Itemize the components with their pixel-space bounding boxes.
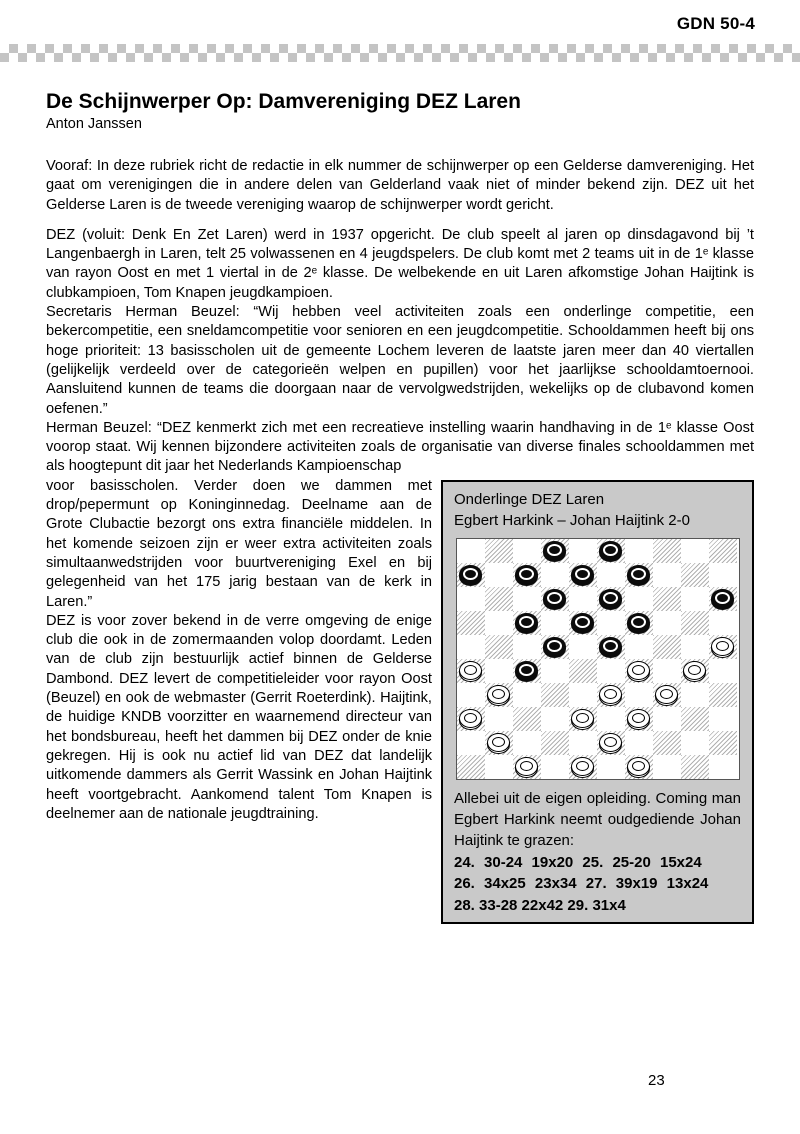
black-piece [599, 589, 622, 608]
board-cell-dark [681, 707, 709, 731]
board-cell-light [597, 659, 625, 683]
board-cell-dark [681, 563, 709, 587]
board-cell-dark [681, 611, 709, 635]
body-paragraph: DEZ (voluit: Denk En Zet Laren) werd in 1937 opgericht. De club speelt al jaren op dinsdagavond bij ’t Langenbaergh in Laren, telt 25 volwassenen en 4 jeugdspelers. De club komt met 2 teams uit in de 1ᵉ klasse van rayon Oost en met 1 viertal in de 2ᵉ klasse. De welbekende en uit Laren afkomstige Johan Haijtink is clubkampioen, Tom Knapen jeugdkampioen. [46, 226, 754, 301]
white-piece [571, 709, 594, 728]
game-moves [454, 852, 741, 917]
board-cell-light [625, 731, 653, 755]
board-cell-light [709, 659, 737, 683]
intro-paragraph: Vooraf: In deze rubriek richt de redactie in elk nummer de schijnwerper op een Gelderse damvereniging. Het gaat om verenigingen die in andere delen van Gelderland vaak niet of minder bekend zijn. DEZ uit het Gelderse Laren is de tweede vereniging waarop de schijnwerper wordt gericht. [46, 158, 754, 213]
competition-name: Onderlinge DEZ Laren [454, 490, 605, 508]
black-piece [515, 565, 538, 584]
board-cell-light [513, 635, 541, 659]
white-piece [515, 757, 538, 776]
board-cell-dark [709, 683, 737, 707]
white-piece [487, 733, 510, 752]
game-diagram-box [441, 480, 754, 925]
board-cell-light [513, 587, 541, 611]
board-cell-dark [653, 539, 681, 563]
board-cell-dark [513, 755, 541, 779]
board-cell-light [541, 755, 569, 779]
board-cell-dark [653, 683, 681, 707]
checkered-band [0, 44, 800, 62]
board-cell-dark [541, 635, 569, 659]
black-piece [515, 613, 538, 632]
board-cell-light [457, 683, 485, 707]
board-cell-dark [457, 659, 485, 683]
body-paragraph: Secretaris Herman Beuzel: “Wij hebben veel activiteiten zoals een onderlinge competitie, een bekercompetitie, een sneldamcompetitie voor senioren en een jeugdcompetitie. Schooldammen heeft bij ons hoge prioriteit: 13 basisscholen uit de gemeente Lochem leveren de laatste jaren meer dan 40 viertallen (gelijkelijk verdeeld over de categorieën welpen en pupillen) voor het jaarlijkse schooldamtoernooi. Aansluitend kunnen de teams die doorgaan naar de vervolgwedstrijden, wekelijks op de clubavond komen oefenen.” [46, 304, 754, 417]
board-cell-dark [457, 755, 485, 779]
draughts-board [456, 538, 740, 780]
board-cell-light [709, 611, 737, 635]
board-cell-dark [569, 707, 597, 731]
board-cell-light [569, 539, 597, 563]
board-cell-light [485, 611, 513, 635]
board-cell-dark [485, 683, 513, 707]
board-cell-light [569, 635, 597, 659]
board-cell-light [681, 731, 709, 755]
board-cell-dark [597, 587, 625, 611]
board-cell-light [653, 611, 681, 635]
board-cell-dark [485, 731, 513, 755]
black-piece [571, 613, 594, 632]
board-cell-light [485, 707, 513, 731]
board-cell-light [597, 707, 625, 731]
black-piece [627, 613, 650, 632]
board-cell-light [625, 539, 653, 563]
board-cell-light [513, 731, 541, 755]
board-cell-dark [485, 539, 513, 563]
board-cell-dark [681, 755, 709, 779]
white-piece [683, 661, 706, 680]
white-piece [627, 709, 650, 728]
board-cell-light [681, 539, 709, 563]
board-cell-dark [597, 539, 625, 563]
move-line: 24. 30-24 19x20 25. 25-20 15x24 [454, 853, 702, 871]
board-cell-light [597, 611, 625, 635]
board-cell-dark [653, 635, 681, 659]
board-cell-light [653, 707, 681, 731]
board-cell-light [457, 539, 485, 563]
board-cell-light [513, 683, 541, 707]
board-cell-light [681, 635, 709, 659]
board-cell-dark [485, 587, 513, 611]
board-cell-light [485, 659, 513, 683]
board-cell-light [569, 683, 597, 707]
board-cell-dark [569, 563, 597, 587]
board-cell-dark [709, 539, 737, 563]
board-cell-dark [569, 659, 597, 683]
black-piece [599, 637, 622, 656]
white-piece [599, 733, 622, 752]
issue-reference: GDN 50-4 [676, 14, 755, 33]
white-piece [627, 661, 650, 680]
board-cell-light [709, 755, 737, 779]
board-cell-dark [625, 563, 653, 587]
black-piece [515, 661, 538, 680]
board-cell-light [597, 563, 625, 587]
board-cell-light [625, 683, 653, 707]
board-cell-dark [541, 587, 569, 611]
board-cell-dark [513, 611, 541, 635]
black-piece [543, 637, 566, 656]
white-piece [655, 685, 678, 704]
game-caption: Allebei uit de eigen opleiding. Coming man Egbert Harkink neemt oudgediende Johan Haijtink te grazen: [454, 789, 741, 849]
white-piece [459, 661, 482, 680]
board-cell-dark [597, 731, 625, 755]
black-piece [543, 589, 566, 608]
board-cell-light [653, 755, 681, 779]
board-cell-light [597, 755, 625, 779]
board-cell-light [681, 587, 709, 611]
board-cell-dark [457, 611, 485, 635]
white-piece [459, 709, 482, 728]
board-cell-dark [541, 683, 569, 707]
board-cell-dark [541, 731, 569, 755]
white-piece [711, 637, 734, 656]
board-cell-light [485, 755, 513, 779]
board-cell-light [569, 731, 597, 755]
board-cell-light [653, 659, 681, 683]
board-cell-light [625, 587, 653, 611]
author-byline: Anton Janssen [46, 116, 142, 132]
white-piece [487, 685, 510, 704]
board-cell-light [485, 563, 513, 587]
board-cell-light [709, 707, 737, 731]
move-line: 28. 33-28 22x42 29. 31x4 [454, 896, 626, 914]
board-cell-light [513, 539, 541, 563]
black-piece [459, 565, 482, 584]
article-title: De Schijnwerper Op: Damvereniging DEZ Laren [46, 90, 521, 113]
players-and-result: Egbert Harkink – Johan Haijtink 2-0 [454, 511, 690, 529]
page-header [0, 0, 800, 34]
body-paragraph: Herman Beuzel: “DEZ kenmerkt zich met een recreatieve instelling waarin handhaving in de 1ᵉ klasse Oost voorop staat. Wij kennen bijzondere activiteiten zoals de organisatie van diverse finales schooldammen met als hoogtepunt dit jaar het Nederlands Kampioenschap [46, 419, 754, 475]
board-cell-dark [513, 659, 541, 683]
article [0, 90, 800, 914]
black-piece [543, 541, 566, 560]
board-cell-dark [625, 755, 653, 779]
board-cell-dark [709, 635, 737, 659]
board-cell-dark [709, 587, 737, 611]
board-cell-light [457, 731, 485, 755]
board-cell-dark [485, 635, 513, 659]
board-cell-dark [625, 707, 653, 731]
board-cell-dark [569, 611, 597, 635]
move-line: 26. 34x25 23x34 27. 39x19 13x24 [454, 875, 709, 893]
board-cell-dark [541, 539, 569, 563]
white-piece [599, 685, 622, 704]
body-paragraph: voor basisscholen. Verder doen we dammen met drop/pepermunt op Koninginnedag. Deelname aan de Grote Clubactie bezorgt ons extra financiële middelen. In het komende seizoen zijn er weer extra activiteiten zoals simultaanwedstrijden voor buurtvereniging Exel en bij gelegenheid van het 175 jarig bestaan van de kerk in Laren.” [46, 477, 432, 610]
board-cell-dark [457, 563, 485, 587]
board-cell-light [625, 635, 653, 659]
board-cell-light [541, 659, 569, 683]
board-cell-dark [569, 755, 597, 779]
board-cell-light [541, 611, 569, 635]
board-cell-light [457, 635, 485, 659]
board-cell-light [681, 683, 709, 707]
board-cell-dark [709, 731, 737, 755]
body-paragraph: DEZ is voor zover bekend in de verre omgeving de enige club die ook in de zomermaanden volop doordamt. Leden van de club zijn bestuurlijk actief binnen de Gelderse Dambond. DEZ levert de competitieleider voor rayon Oost (Beuzel) en ook de webmaster (Gerrit Roeterdink). Haijtink, de huidige KNDB voorzitter en waarnemend directeur van het bondsbureau, heeft het dammen bij DEZ onder de knie gekregen. Hij is ook nu actief lid van DEZ dat landelijk uitkomende dammers als Gerrit Wassink en Johan Haijtink heeft voortgebracht. Aankomend talent Tom Knapen is deelnemer aan de nationale jeugdtraining. [46, 612, 432, 822]
board-cell-dark [597, 635, 625, 659]
board-cell-dark [597, 683, 625, 707]
board-cell-dark [625, 659, 653, 683]
board-cell-light [541, 563, 569, 587]
board-cell-dark [513, 563, 541, 587]
page-number: 23 [648, 1072, 665, 1089]
board-cell-light [709, 563, 737, 587]
board-cell-light [653, 563, 681, 587]
board-cell-light [569, 587, 597, 611]
board-cell-dark [457, 707, 485, 731]
black-piece [711, 589, 734, 608]
board-cell-light [541, 707, 569, 731]
white-piece [571, 757, 594, 776]
board-cell-dark [653, 731, 681, 755]
board-cell-light [457, 587, 485, 611]
black-piece [599, 541, 622, 560]
white-piece [627, 757, 650, 776]
board-cell-dark [653, 587, 681, 611]
board-cell-dark [513, 707, 541, 731]
board-cell-dark [625, 611, 653, 635]
black-piece [571, 565, 594, 584]
board-cell-dark [681, 659, 709, 683]
black-piece [627, 565, 650, 584]
